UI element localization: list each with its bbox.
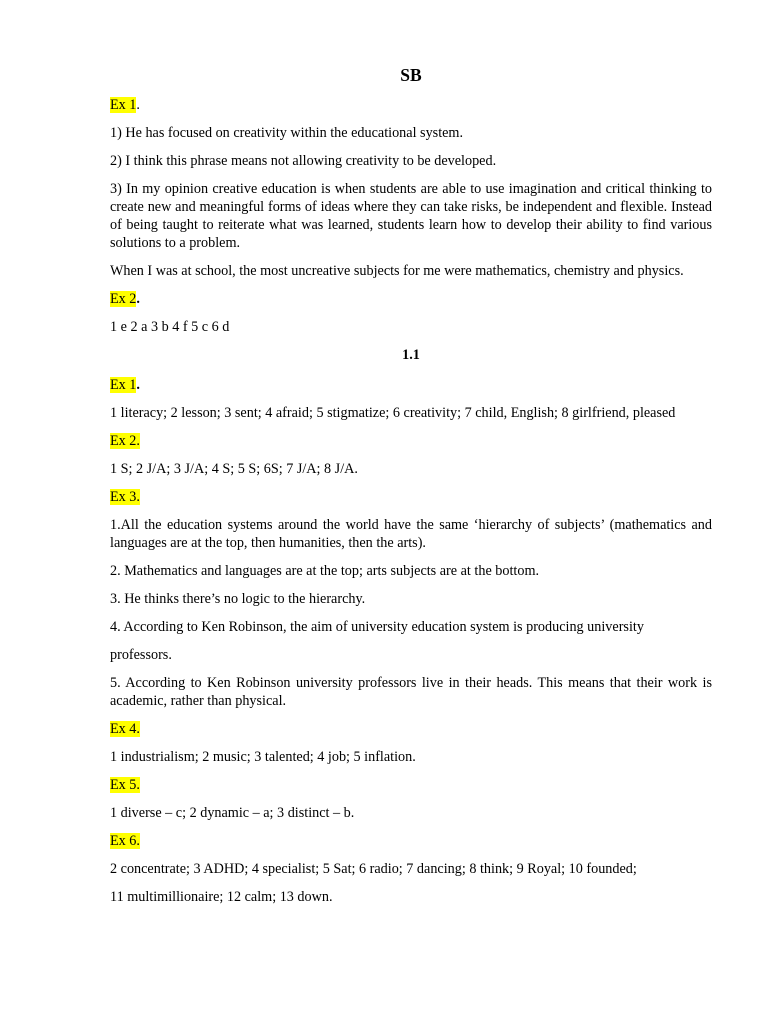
answer-paragraph: When I was at school, the most uncreative subjects for me were mathematics, chemistry and physics. [110, 263, 684, 279]
exercise-label [110, 720, 712, 738]
exercise-highlight: Ex 1 [110, 377, 137, 393]
answer-paragraph: 1.All the education systems around the world have the same ‘hierarchy of subjects’ (mathematics and languages are at the top, then humanities, then the arts). [110, 517, 712, 551]
exercise-highlight: Ex 3. [110, 489, 140, 505]
exercise-label [110, 776, 712, 794]
exercise-label [110, 488, 712, 506]
exercise-label [110, 432, 712, 450]
answer-paragraph: 1 diverse – c; 2 dynamic – a; 3 distinct – b. [110, 805, 355, 821]
answer-paragraph: 1 e 2 a 3 b 4 f 5 c 6 d [110, 319, 230, 335]
label-suffix: . [136, 377, 140, 393]
answer-paragraph: 4. According to Ken Robinson, the aim of university education system is producing university [110, 619, 644, 635]
exercise-highlight: Ex 6. [110, 833, 140, 849]
answer-paragraph: 2) I think this phrase means not allowing creativity to be developed. [110, 153, 497, 169]
exercise-highlight: Ex 1 [110, 97, 137, 113]
document-page [110, 66, 712, 916]
answer-paragraph: 5. According to Ken Robinson university professors live in their heads. This means that their work is academic, rather than physical. [110, 675, 712, 709]
exercise-label [110, 290, 712, 308]
section-title: 1.1 [402, 347, 420, 363]
answer-paragraph: 2. Mathematics and languages are at the top; arts subjects are at the bottom. [110, 563, 540, 579]
exercise-highlight: Ex 4. [110, 721, 140, 737]
answer-paragraph: 1 literacy; 2 lesson; 3 sent; 4 afraid; 5 stigmatize; 6 creativity; 7 child, English; 8 girlfriend, pleased [110, 405, 676, 421]
label-suffix: . [136, 97, 140, 113]
answer-paragraph: 11 multimillionaire; 12 calm; 13 down. [110, 889, 333, 905]
answer-paragraph: 1 S; 2 J/A; 3 J/A; 4 S; 5 S; 6S; 7 J/A; 8 J/A. [110, 461, 358, 477]
answer-paragraph: 2 concentrate; 3 ADHD; 4 specialist; 5 Sat; 6 radio; 7 dancing; 8 think; 9 Royal; 10 founded; [110, 861, 637, 877]
answer-paragraph: 3) In my opinion creative education is when students are able to use imagination and critical thinking to create new and meaningful forms of ideas where they can take risks, be independent and flexible. Instead of being taught to reiterate what was learned, students learn how to develop their ability to find various solutions to a problem. [110, 181, 712, 251]
exercise-label [110, 376, 712, 394]
exercise-label [110, 832, 712, 850]
exercise-highlight: Ex 2. [110, 433, 140, 449]
exercise-highlight: Ex 2 [110, 291, 137, 307]
answer-paragraph: 1 industrialism; 2 music; 3 talented; 4 job; 5 inflation. [110, 749, 416, 765]
answer-paragraph: 3. He thinks there’s no logic to the hierarchy. [110, 591, 366, 607]
page-title: SB [400, 65, 422, 85]
answer-paragraph: 1) He has focused on creativity within the educational system. [110, 125, 464, 141]
label-suffix: . [136, 291, 140, 307]
exercise-label [110, 96, 712, 114]
exercise-highlight: Ex 5. [110, 777, 140, 793]
answer-paragraph: professors. [110, 647, 172, 663]
